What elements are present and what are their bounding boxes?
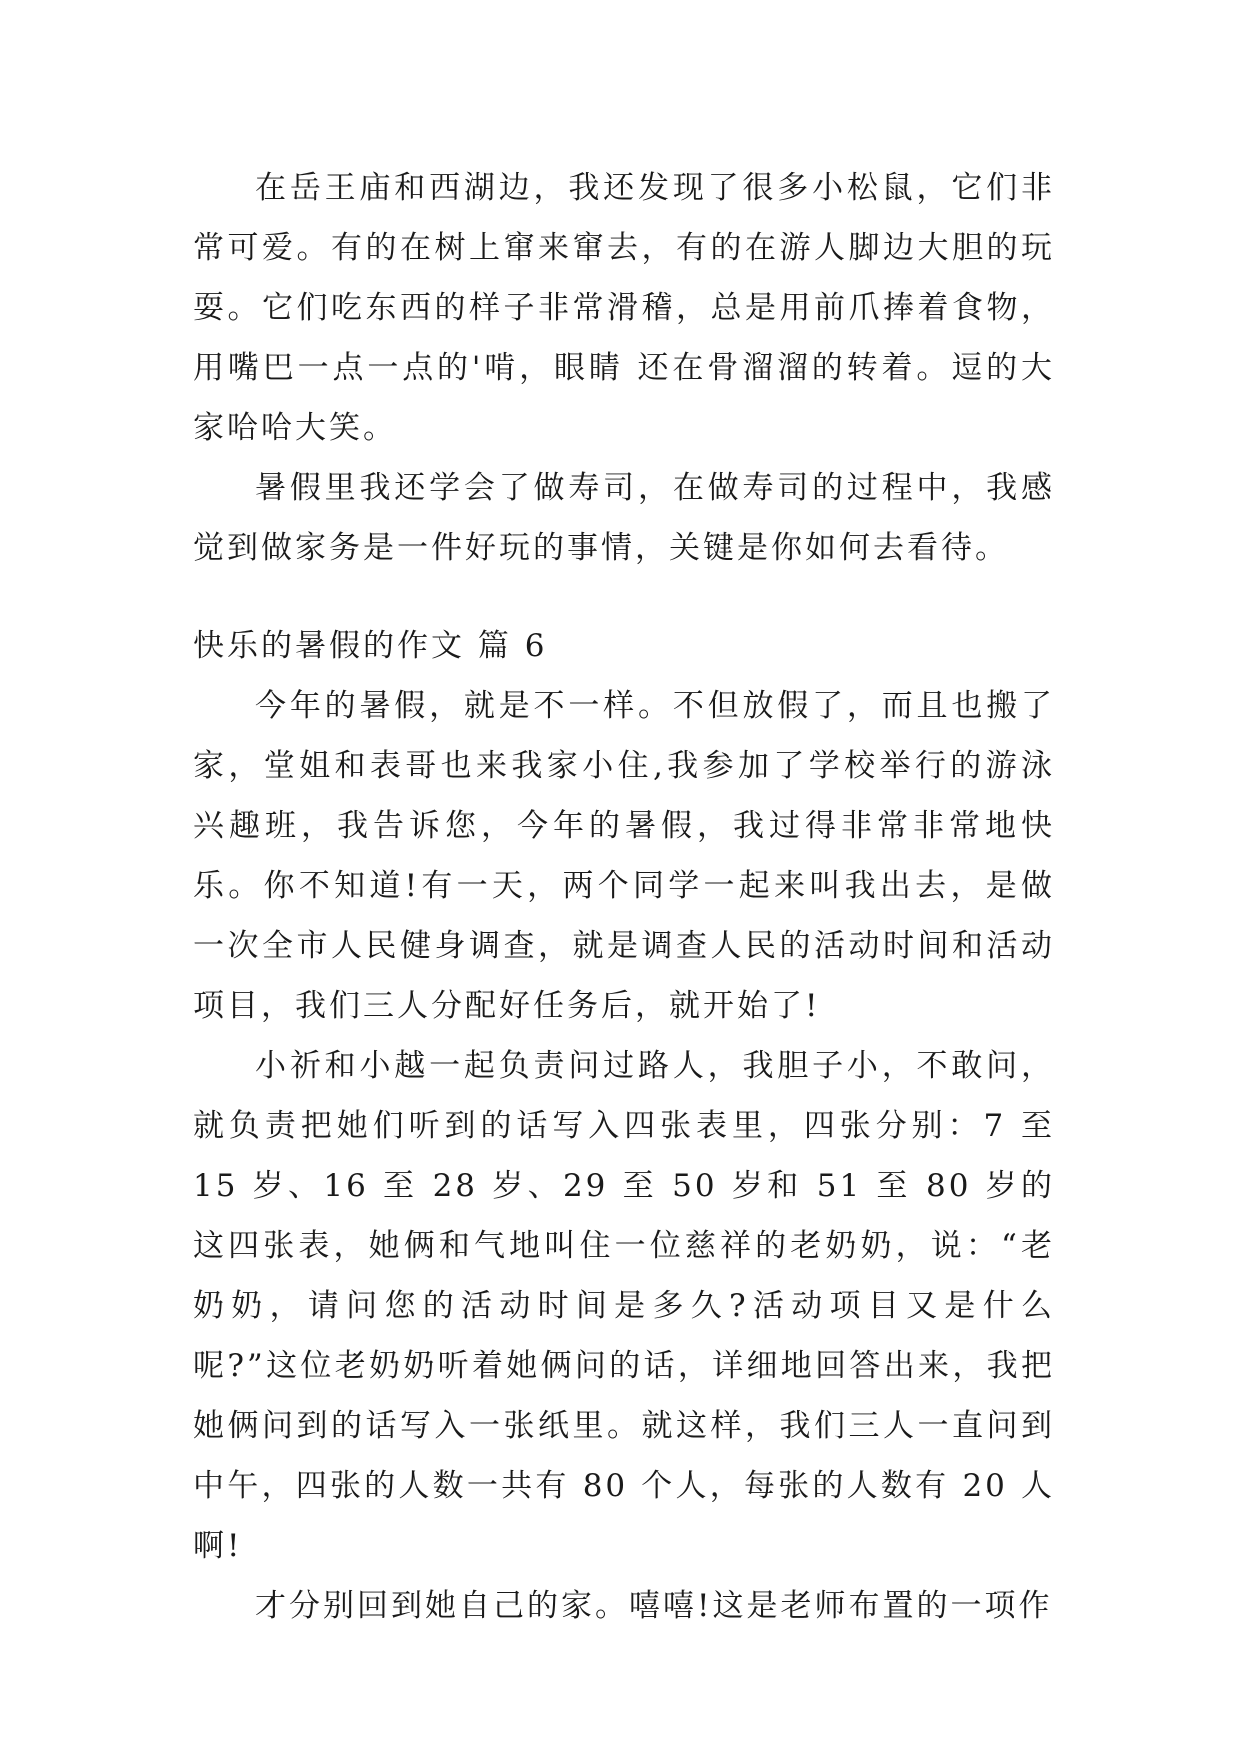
paragraph-summer-intro: 今年的暑假，就是不一样。不但放假了，而且也搬了家，堂姐和表哥也来我家小住,我参加了学校举行的游泳兴趣班，我告诉您，今年的暑假，我过得非常非常地快乐。你不知道!有一天，两个同学一起来叫我出去，是做一次全市人民健身调查，就是调查人民的活动时间和活动项目，我们三人分配好任务后，就开始了! [193,688,1055,1024]
paragraph-survey: 小祈和小越一起负责问过路人，我胆子小，不敢问，就负责把她们听到的话写入四张表里，四张分别：7 至 15 岁、16 至 28 岁、29 至 50 岁和 51 至 80 岁的这四张表，她俩和气地叫住一位慈祥的老奶奶，说：“老奶奶，请问您的活动时间是多久?活动项目又是什么呢?”这位老奶奶听着她俩问的话，详细地回答出来，我把她俩问到的话写入一张纸里。就这样，我们三人一直问到中午，四张的人数一共有 80 个人，每张的人数有 20 人啊! [193,1048,1055,1564]
section-top [193,158,1055,578]
section-6 [193,616,1055,1636]
paragraph-squirrels: 在岳王庙和西湖边，我还发现了很多小松鼠，它们非常可爱。有的在树上窜来窜去，有的在游人脚边大胆的玩耍。它们吃东西的样子非常滑稽，总是用前爪捧着食物，用嘴巴一点一点的'啃，眼睛 还在骨溜溜的转着。逗的大家哈哈大笑。 [193,170,1055,446]
paragraph-ending: 才分别回到她自己的家。嘻嘻!这是老师布置的一项作 [255,1588,1053,1624]
paragraph-sushi: 暑假里我还学会了做寿司，在做寿司的过程中，我感觉到做家务是一件好玩的事情，关键是你如何去看待。 [193,470,1055,566]
essay-heading: 快乐的暑假的作文 篇 6 [193,628,548,664]
